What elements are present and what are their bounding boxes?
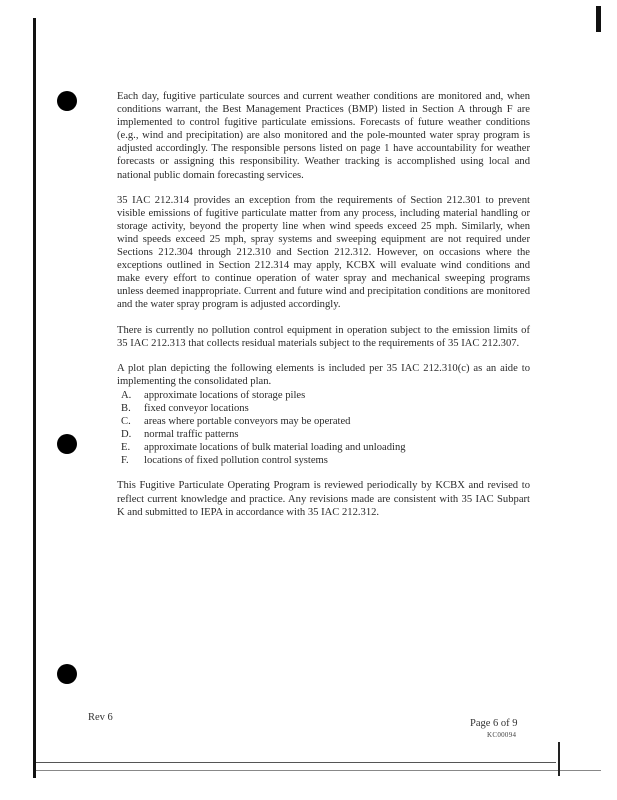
- list-item: [117, 415, 530, 428]
- list-item: [117, 454, 530, 467]
- list-marker: D.: [121, 429, 132, 441]
- punch-hole: [57, 91, 77, 111]
- scan-corner-mark: [596, 6, 601, 32]
- document-body: [117, 90, 530, 531]
- bates-number: KC00094: [487, 731, 517, 739]
- punch-hole: [57, 434, 77, 454]
- list-marker: E.: [121, 442, 131, 454]
- paragraph-bmp: Each day, fugitive particulate sources and current weather conditions are monitored and, when conditions warrant, the Best Management Practices (BMP) listed in Section A through F are implemented to control fugitive particulate emissions. Forecasts of future weather conditions (e.g., wind and precipitation) are also monitored and the pole-mounted water spray program is adjusted accordingly. The responsible persons listed on page 1 have accountability for weather forecasts or assigning this responsibility. Weather tracking is accomplished using local and national public domain forecasting services.: [117, 91, 530, 181]
- list-item: [117, 428, 530, 441]
- list-text: fixed conveyor locations: [144, 402, 249, 414]
- list-item: [117, 441, 530, 454]
- paragraph-closing: This Fugitive Particulate Operating Program is reviewed periodically by KCBX and revised to reflect current knowledge and practice. Any revisions made are consistent with 35 IAC Subpart K and submitted to IEPA in accordance with 35 IAC 212.312.: [117, 480, 530, 518]
- paragraph-pollution-control: There is currently no pollution control equipment in operation subject to the emission limits of 35 IAC 212.313 that collects residual materials subject to the requirements of 35 IAC 212.307.: [117, 324, 530, 349]
- paragraph-plot-plan: A plot plan depicting the following elements is included per 35 IAC 212.310(c) as an aide to implementing the consolidated plan.: [117, 362, 530, 387]
- list-text: approximate locations of bulk material loading and unloading: [144, 442, 406, 454]
- list-item: [117, 389, 530, 402]
- list-text: areas where portable conveyors may be operated: [144, 416, 351, 428]
- list-marker: A.: [121, 389, 132, 401]
- punch-hole: [57, 664, 77, 684]
- footer-rule: [36, 770, 601, 771]
- list-text: approximate locations of storage piles: [144, 389, 306, 401]
- scan-tick-mark: [558, 742, 560, 776]
- list-marker: C.: [121, 416, 131, 428]
- list-item: [117, 402, 530, 415]
- list-text: locations of fixed pollution control systems: [144, 455, 328, 467]
- footer-rule: [36, 762, 556, 763]
- scan-left-edge: [33, 18, 36, 778]
- page-number: Page 6 of 9: [470, 718, 518, 729]
- list-marker: B.: [121, 402, 131, 414]
- list-text: normal traffic patterns: [144, 429, 239, 441]
- paragraph-exception: 35 IAC 212.314 provides an exception from the requirements of Section 212.301 to prevent visible emissions of fugitive particulate matter from any process, including material handling or storage activity, beyond the property line when wind speeds exceed 25 mph. Similarly, when wind speeds exceed 25 mph, spray systems and sweeping equipment are not required under Sections 212.304 through 212.310 and Section 212.312. However, on occasions where the exceptions outlined in Section 212.314 may apply, KCBX will evaluate wind conditions and make every effort to continue operation of water spray and mechanical sweeping programs unless deemed inappropriate. Current and future wind and precipitation conditions are monitored and the water spray program is adjusted accordingly.: [117, 194, 530, 311]
- plot-plan-elements-list: [117, 389, 530, 468]
- revision-label: Rev 6: [88, 712, 113, 723]
- list-marker: F.: [121, 455, 129, 467]
